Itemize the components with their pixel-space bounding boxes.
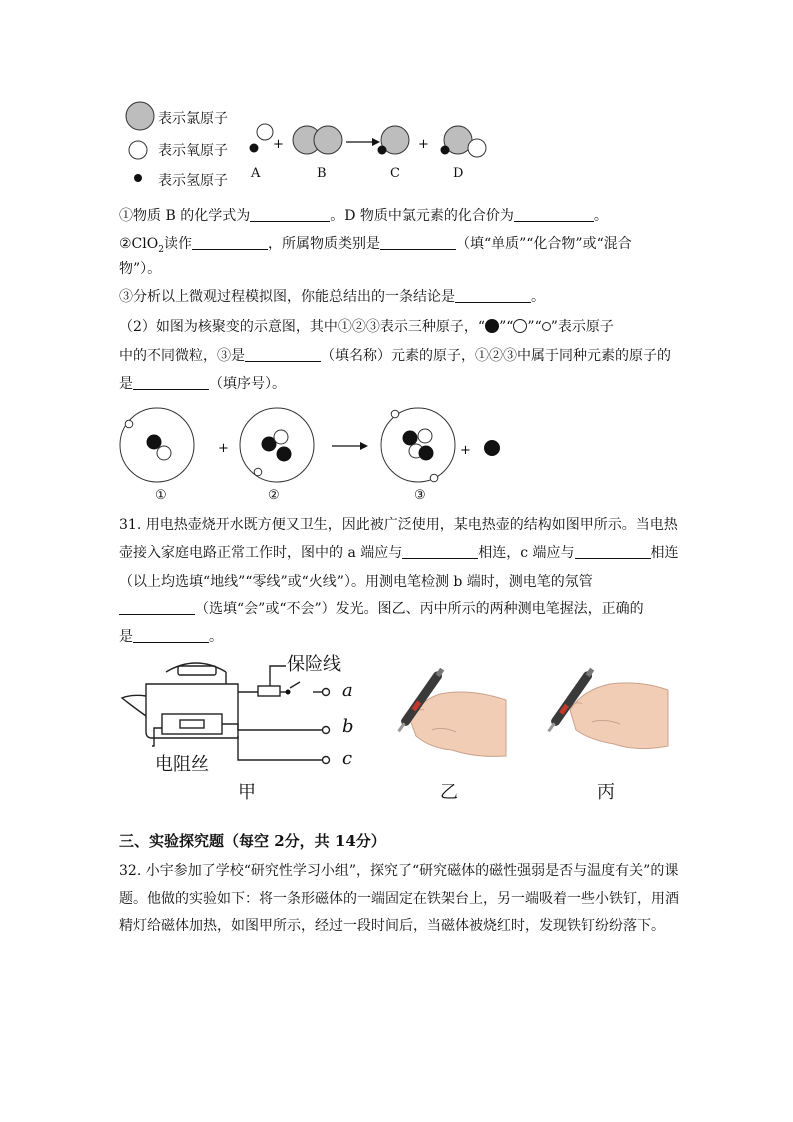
q32-line-1: 32. 小宇参加了学校“研究性学习小组”，探究了“研究磁体的磁性强弱是否与温度有关”的课: [119, 863, 679, 879]
figure-bing-label: 丙: [597, 782, 615, 803]
label-b: B: [317, 166, 327, 181]
molecule-d: [441, 126, 487, 157]
q32-line-3: 精灯给磁体加热，如图甲所示，经过一段时间后，当磁体被烧红时，发现铁钉纷纷落下。: [119, 918, 665, 934]
terminal-c-label: c: [342, 748, 353, 769]
q31-line-5: 是 。: [119, 629, 223, 645]
plus-sign-2: +: [418, 137, 429, 152]
answer-blank[interactable]: [119, 600, 195, 615]
answer-blank[interactable]: [250, 207, 330, 222]
q1-line-b2: 物”）。: [119, 261, 162, 277]
molecule-c: [378, 126, 410, 155]
particle-small-white-icon: [542, 322, 551, 331]
atom-2: [240, 408, 314, 482]
answer-blank[interactable]: [455, 288, 531, 303]
q32-line-2: 题。他做的实验如下：将一条形磁体的一端固定在铁架台上，另一端吸着一些小铁钉，用酒: [119, 891, 679, 907]
q31-line-1: 31. 用电热壶烧开水既方便又卫生，因此被广泛使用，某电热壶的结构如图甲所示。当电热: [119, 517, 678, 533]
tester-grip-yi-figure: [380, 660, 510, 760]
answer-blank[interactable]: [514, 207, 594, 222]
molecule-b: [293, 126, 342, 154]
legend-hydrogen-text: 表示氢原子: [158, 173, 228, 189]
neutron-particle: [484, 440, 500, 456]
resistor-label: 电阻丝: [155, 754, 209, 775]
answer-blank[interactable]: [133, 375, 209, 390]
atom-1: [120, 408, 194, 482]
label-c: C: [390, 166, 400, 181]
answer-blank[interactable]: [575, 544, 651, 559]
tester-grip-bing-figure: [530, 660, 670, 760]
legend-oxygen-text: 表示氧原子: [158, 143, 228, 159]
figure-jia-label: 甲: [238, 782, 256, 803]
plus-sign-3: +: [218, 441, 229, 456]
answer-blank[interactable]: [402, 544, 478, 559]
terminal-b-label: b: [342, 716, 354, 737]
label-d: D: [453, 166, 464, 181]
terminal-a-label: a: [342, 680, 353, 701]
atom-label-1: ①: [155, 488, 167, 503]
q1-line-b: ②ClO$_2$读作 ，所属物质类别是 （填“单质”“化合物”或“混合: [119, 236, 632, 255]
q1-line-c: ③分析以上微观过程模拟图，你能总结出的一条结论是 。: [119, 289, 545, 305]
label-a: A: [251, 166, 261, 181]
q31-line-4: （选填“会”或“不会”）发光。图乙、丙中所示的两种测电笔握法，正确的: [119, 598, 644, 618]
reaction-diagram: [240, 118, 500, 166]
particle-large-white-icon: [513, 319, 527, 333]
molecule-a: [250, 124, 274, 153]
hydrogen-legend-icon: [134, 174, 142, 182]
answer-blank[interactable]: [380, 235, 456, 250]
section-3-heading: 三、实验探究题（每空 2分，共 14分）: [119, 832, 386, 850]
particle-large-black-icon: [485, 319, 499, 333]
plus-sign-1: +: [273, 137, 284, 152]
figure-yi-label: 乙: [440, 782, 458, 803]
answer-blank[interactable]: [245, 347, 321, 362]
atom-label-3: ③: [414, 488, 426, 503]
plus-sign-4: +: [460, 443, 471, 458]
oxygen-legend-icon: [129, 141, 147, 159]
q2-line-1: （2）如图为核聚变的示意图，其中①②③表示三种原子，“ ”“ ”“ ”表示原子: [119, 319, 614, 335]
fuse-label: 保险线: [287, 654, 341, 675]
q2-line-3: 是 （填序号）。: [119, 376, 286, 392]
legend-chlorine-text: 表示氯原子: [158, 111, 228, 127]
atom-3: [381, 408, 455, 482]
reaction-arrow-icon: [346, 138, 380, 146]
fusion-diagram: [110, 402, 510, 488]
answer-blank[interactable]: [192, 235, 268, 250]
q2-line-2: 中的不同微粒，③是 （填名称）元素的原子，①②③中属于同种元素的原子的: [119, 348, 671, 364]
chlorine-legend-icon: [126, 102, 154, 130]
q1-line-a: ①物质 B 的化学式为 。D 物质中氯元素的化合价为 。: [119, 208, 608, 224]
q31-line-3: （以上均选填“地线”“零线”或“火线”）。用测电笔检测 b 端时，测电笔的氖管: [119, 574, 593, 590]
fusion-arrow-icon: [332, 442, 368, 450]
legend-symbols: [120, 98, 160, 190]
q31-line-2: 壶接入家庭电路正常工作时，图中的 a 端应与 相连，c 端应与 相连: [119, 545, 679, 561]
atom-label-2: ②: [268, 488, 280, 503]
answer-blank[interactable]: [133, 628, 209, 643]
